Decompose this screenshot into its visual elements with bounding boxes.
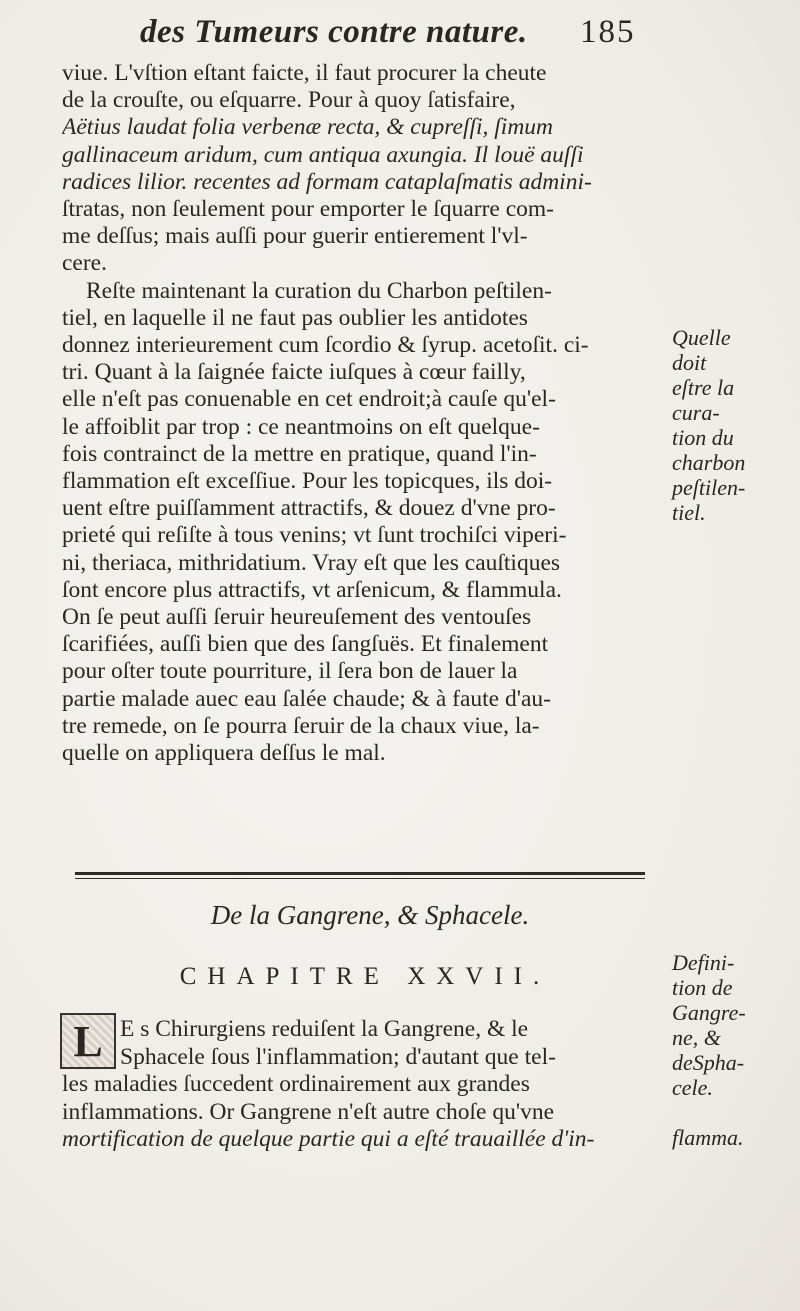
text-line: elle n'eſt pas conuenable en cet endroit;à cauſe qu'el- [62,386,556,413]
text-line: prieté qui reſiſte à tous venins; vt ſunt trochiſci viperi- [62,522,567,549]
margin-note-line: deSpha- [672,1050,745,1075]
margin-note-line: Gangre- [672,1000,746,1025]
text-line: donnez interieurement cum ſcordio & ſyrup. acetoſit. ci- [62,332,589,359]
section-divider-thin [75,878,645,879]
text-line: les maladies ſuccedent ordinairement aux grandes [62,1071,530,1097]
text-line: Reſte maintenant la curation du Charbon peſtilen- [86,277,552,304]
chapter-heading: CHAPITRE XXVII. [179,963,551,990]
text-line: mortification de quelque partie qui a eſté trauaillée d'in- [62,1126,595,1152]
margin-note-charbon [672,325,792,525]
text-line: me deſſus; mais auſſi pour guerir entierement l'vl- [62,223,528,250]
margin-note-line: cura- [672,400,720,425]
text-line: Aëtius laudat folia verbenæ recta, & cupreſſi, ſimum [62,114,554,141]
text-line: le affoiblit par trop : ce neantmoins on eſt quelque- [62,413,540,440]
text-line: ſtratas, non ſeulement pour emporter le ſquarre com- [62,196,555,223]
margin-note-line: cele. [672,1075,713,1100]
chapter-text [62,1016,652,1154]
section-title: De la Gangrene, & Sphacele. [210,900,530,930]
margin-note-line: flamma. [672,1125,744,1150]
running-title: des Tumeurs contre nature. [140,14,528,50]
body-text [62,60,652,767]
drop-cap: L [60,1013,116,1069]
text-line: On ſe peut auſſi ſeruir heureuſement des ventouſes [62,604,532,631]
margin-note-line: tion du [672,425,734,450]
text-line: tiel, en laquelle il ne faut pas oublier les antidotes [62,304,528,331]
margin-note-gangrene [672,950,792,1150]
margin-note-line: tion de [672,975,733,1000]
text-line: tri. Quant à la ſaignée faicte iuſques à cœur failly, [62,359,526,386]
text-line: cere. [62,250,107,277]
section-divider [75,872,645,875]
text-line: fois contrainct de la mettre en pratique, quand l'in- [62,440,537,467]
page-number: 185 [580,14,636,50]
text-line: quelle on appliquera deſſus le mal. [62,740,386,767]
running-head [0,14,800,54]
margin-note-line [672,1100,792,1125]
text-line: gallinaceum aridum, cum antiqua axungia. Il louë auſſi [62,141,584,168]
margin-note-line: doit [672,350,707,375]
text-line: E s Chirurgiens reduiſent la Gangrene, & le [120,1016,529,1042]
margin-note-line: tiel. [672,500,706,525]
text-line: ſcarifiées, auſſi bien que des ſangſuës. Et finalement [62,631,549,658]
text-line: inflammations. Or Gangrene n'eſt autre choſe qu'vne [62,1098,555,1125]
text-line: de la crouſte, ou eſquarre. Pour à quoy ſatisfaire, [62,87,516,114]
text-line: viue. L'vſtion eſtant faicte, il faut procurer la cheute [62,60,547,86]
text-line: partie malade auec eau ſalée chaude; & à faute d'au- [62,685,551,712]
margin-note-line: eſtre la [672,375,735,400]
text-line: Sphacele ſous l'inflammation; d'autant que tel- [120,1043,556,1070]
text-line: pour oſter toute pourriture, il ſera bon de lauer la [62,658,518,685]
text-line: radices lilior. recentes ad formam cataplaſmatis admini- [62,168,592,195]
margin-note-line: charbon [672,450,746,475]
text-line: tre remede, on ſe pourra ſeruir de la chaux viue, la- [62,712,540,739]
margin-note-line: Quelle [672,325,731,350]
text-line: uent eſtre puiſſamment attractifs, & douez d'vne pro- [62,495,556,522]
margin-note-line: Defini- [672,950,735,975]
margin-note-line: peſtilen- [672,475,746,500]
text-line: ni, theriaca, mithridatium. Vray eſt que les cauſtiques [62,549,561,576]
margin-note-line: ne, & [672,1025,721,1050]
text-line: ſont encore plus attractifs, vt arſenicum, & flammula. [62,576,562,603]
text-line: flammation eſt exceſſiue. Pour les topicques, ils doi- [62,468,553,495]
